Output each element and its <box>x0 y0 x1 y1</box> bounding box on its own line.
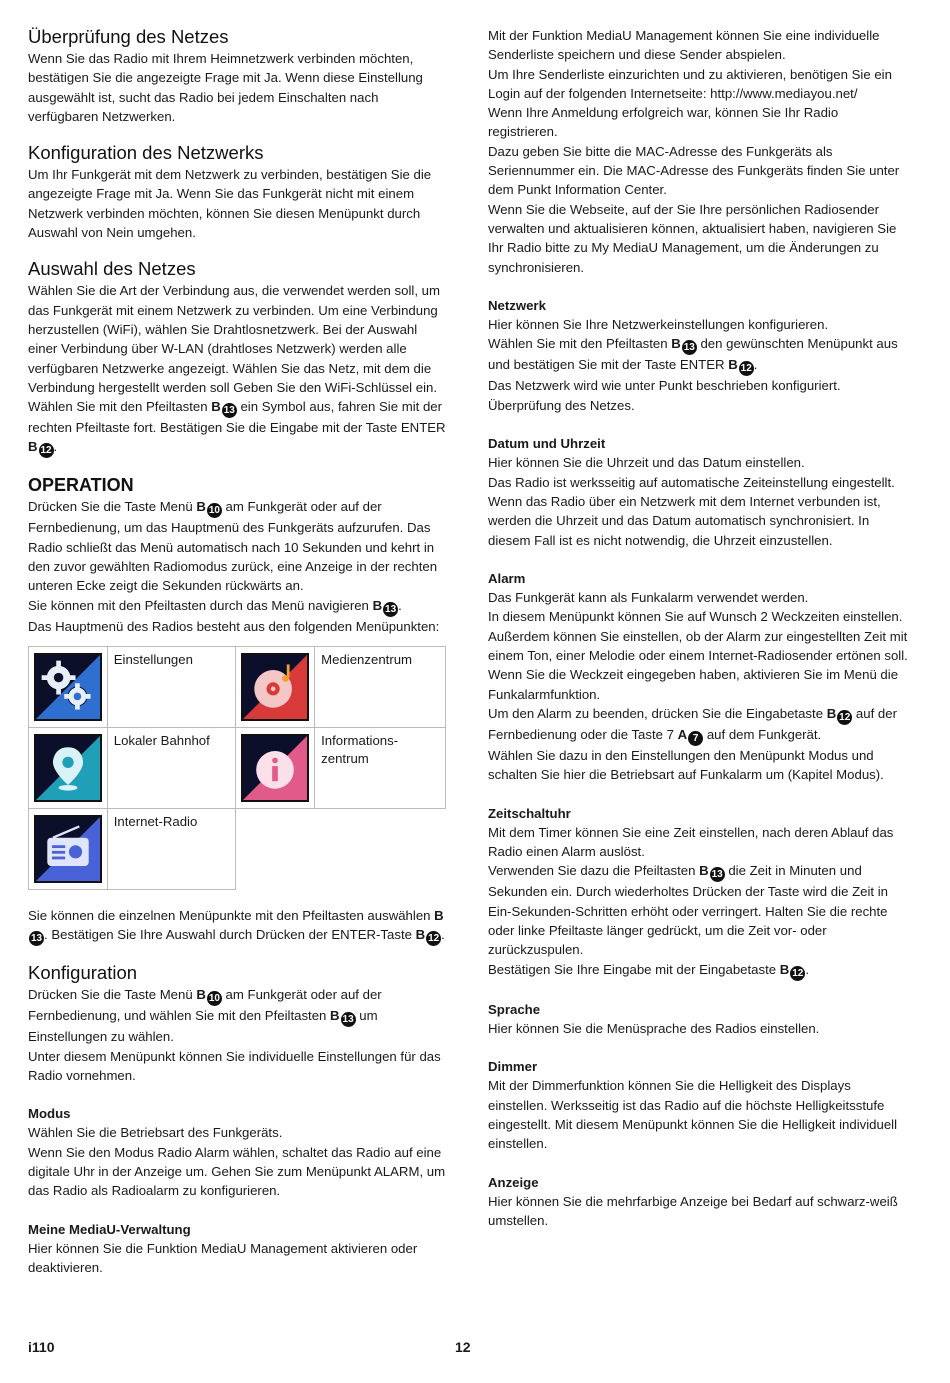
key-badge: 10 <box>208 505 220 517</box>
section-title: Konfiguration des Netzwerks <box>28 142 264 164</box>
main-menu-table <box>28 646 446 890</box>
menu-label-bahnhof: Lokaler Bahnhof <box>107 727 236 808</box>
paragraph: Um Ihre Senderliste einzurichten und zu aktivieren, benötigen Sie ein Login auf der folgenden Internetseite: http://www.mediayou.net/ <box>488 66 892 101</box>
paragraph: Wenn Sie den Modus Radio Alarm wählen, schaltet das Radio auf eine digitale Uhr in der Anzeige um. Gehen Sie zum Menüpunkt ALARM, um das Radio als Radioalarm zu konfigurieren. <box>28 1144 446 1199</box>
footer-model: i110 <box>28 1339 55 1355</box>
subsection-title: Sprache <box>488 1001 541 1017</box>
section-title: Überprüfung des Netzes <box>28 26 229 47</box>
subsection-title: Netzwerk <box>488 297 546 313</box>
subsection-title: Datum und Uhrzeit <box>488 436 606 452</box>
subsection-title: Dimmer <box>488 1059 538 1075</box>
paragraph: Sie können die einzelnen Menüpunkte mit den Pfeiltasten auswählen B13 . Bestätigen Sie Ihre Auswahl durch Drücken der ENTER-Taste B 12 . <box>28 907 445 945</box>
paragraph: Wählen Sie die Art der Verbindung aus, die verwendet werden soll, um das Funkgerät mit einem Netzwerk zu verbinden. Um eine Verbindung herzustellen (WiFi), wählen Sie Drahtlosnetzwerk. Bei der Auswahl einer Verbindung über W-LAN (drahtloses Netzwerk) werden alle verfügbaren Netzwerke angezeigt. Wählen Sie das Netz, mit dem die Verbindung hergestellt werden soll Geben Sie den WiFi-Schlüssel ein. Wählen Sie mit den Pfeiltasten B 13 ein Symbol aus, fahren Sie mit der rechten Pfeiltaste fort. Bestätigen Sie die Eingabe mit der Taste ENTER B 12 . <box>28 283 446 457</box>
key-badge: 10 <box>208 993 220 1005</box>
paragraph: Wenn Sie die Weckzeit eingegeben haben, aktivieren Sie im Menü die Funkalarmfunktion. <box>488 667 899 702</box>
paragraph: In diesem Menüpunkt können Sie auf Wunsch 2 Weckzeiten einstellen. Außerdem können Sie einstellen, ob der Alarm zur eingestellten Zeit mit einem Ton, einer Melodie oder einem Internet-Radiosender ertönen soll. <box>488 609 908 664</box>
paragraph: Dazu geben Sie bitte die MAC-Adresse des Funkgeräts als Seriennummer ein. Die MAC-Adresse des Funkgeräts finden Sie unter dem Punkt Information Center. <box>488 143 900 198</box>
paragraph: Wählen Sie die Betriebsart des Funkgeräts. <box>28 1125 283 1141</box>
paragraph: Um den Alarm zu beenden, drücken Sie die Eingabetaste B 12 auf der Fernbedienung oder die Taste 7 A 7 auf dem Funkgerät. <box>488 705 897 744</box>
music-disc-icon <box>241 653 309 721</box>
paragraph: Mit der Dimmerfunktion können Sie die Helligkeit des Displays einstellen. Werksseitig ist das Radio auf die höchste Helligkeitsstufe eingestellt. Mit diesem Menüpunkt können Sie die Helligkeit individuell einstellen. <box>488 1078 898 1152</box>
paragraph: Hier können Sie die Funktion MediaU Management aktivieren oder deaktivieren. <box>28 1240 418 1276</box>
radio-icon <box>34 815 102 883</box>
subsection-title: Anzeige <box>488 1174 539 1190</box>
paragraph: Das Radio ist werksseitig auf automatische Zeiteinstellung eingestellt. Wenn das Radio über ein Netzwerk mit dem Internet verbunden ist, werden die Uhrzeit und das Datum automatisch synchronisiert. In diesem Fall ist es nicht notwendig, die Uhrzeit einzustellen. <box>488 474 895 548</box>
paragraph: Bestätigen Sie Ihre Eingabe mit der Eingabetaste B 12 . <box>488 961 809 979</box>
paragraph: Das Funkgerät kann als Funkalarm verwendet werden. <box>488 590 809 606</box>
key-badge: 13 <box>30 933 43 945</box>
section-title-operation: OPERATION <box>28 475 134 496</box>
paragraph: Wählen Sie mit den Pfeiltasten B 13 den gewünschten Menüpunkt aus und bestätigen Sie mit der Taste ENTER B 12 . <box>488 336 898 375</box>
info-icon <box>241 734 309 802</box>
paragraph: Unter diesem Menüpunkt können Sie individuelle Einstellungen für das Radio vornehmen. <box>28 1048 441 1083</box>
paragraph: Sie können mit den Pfeiltasten durch das Menü navigieren B 13 . <box>28 597 402 615</box>
subsection-title: Meine MediaU-Verwaltung <box>28 1221 191 1237</box>
key-badge: 7 <box>688 731 703 746</box>
paragraph: Hier können Sie die Menüsprache des Radios einstellen. <box>488 1020 820 1036</box>
menu-label-medienzentrum: Medienzentrum <box>315 646 446 727</box>
key-badge: 12 <box>428 933 440 945</box>
paragraph: Wenn Ihre Anmeldung erfolgreich war, können Sie Ihr Radio registrieren. <box>488 105 839 140</box>
paragraph: Wenn Sie das Radio mit Ihrem Heimnetzwerk verbinden möchten, bestätigen Sie die angezeigte Frage mit Ja. Wenn diese Einstellung ausgewählt ist, sucht das Radio bei jedem Einschalten nach verfügbaren Netzwerken. <box>28 51 423 124</box>
menu-label-internet: Internet-Radio <box>107 808 236 889</box>
key-badge: 13 <box>342 1014 354 1026</box>
key-badge: 12 <box>40 445 52 457</box>
menu-icon-cell <box>236 646 315 727</box>
menu-label-einstellungen: Einstellungen <box>107 646 236 727</box>
page-number: 12 <box>455 1339 471 1355</box>
paragraph: Um Ihr Funkgerät mit dem Netzwerk zu verbinden, bestätigen Sie die angezeigte Frage mit Ja. Wenn Sie das Funkgerät nicht mit einem Netzwerk verbinden möchten, können Sie diesen Menüpunkt durch Auswahl von Nein umgehen. <box>28 167 432 241</box>
paragraph: Hier können Sie die Uhrzeit und das Datum einstellen. <box>488 455 805 471</box>
paragraph: Hier können Sie die mehrfarbige Anzeige bei Bedarf auf schwarz-weiß umstellen. <box>488 1193 898 1229</box>
right-column <box>488 26 908 1231</box>
key-badge: 12 <box>740 363 752 375</box>
key-badge: 13 <box>223 405 235 417</box>
paragraph: Das Netzwerk wird wie unter Punkt beschrieben konfiguriert. Überprüfung des Netzes. <box>488 378 841 413</box>
left-column <box>28 26 446 1278</box>
menu-icon-cell <box>29 808 108 889</box>
key-badge: 12 <box>839 711 851 723</box>
menu-icon-cell <box>29 727 108 808</box>
subsection-title: Zeitschaltuhr <box>488 805 571 821</box>
paragraph: Wenn Sie die Webseite, auf der Sie Ihre persönlichen Radiosender verwalten und aktualisieren können, aktualisiert haben, navigieren Sie Ihr Radio bitte zu My MediaU Management, um die Änderungen zu synchronisieren. <box>488 201 897 275</box>
paragraph: Wählen Sie dazu in den Einstellungen den Menüpunkt Modus und schalten Sie hier die Betriebsart auf Funkalarm um (Kapitel Modus). <box>488 747 884 783</box>
section-title: Auswahl des Netzes <box>28 258 196 280</box>
paragraph: Drücken Sie die Taste Menü B 10 am Funkgerät oder auf der Fernbedienung, und wählen Sie mit den Pfeiltasten B 13 um Einstellungen zu wählen. <box>28 987 382 1045</box>
subsection-title: Modus <box>28 1106 71 1122</box>
paragraph: Drücken Sie die Taste Menü B 10 am Funkgerät oder auf der Fernbedienung, um das Hauptmenü des Funkgeräts aufzurufen. Das Radio schließt das Menü automatisch nach 10 Sekunden und kehrt in den zuvor gewählten Radiomodus zurück, eine Anzeige in der rechten unteren Ecke zeigt die Sekunden rückwärts an. <box>28 499 438 594</box>
section-title: Konfiguration <box>28 962 138 984</box>
paragraph: Das Hauptmenü des Radios besteht aus den folgenden Menüpunkten: <box>28 618 440 634</box>
subsection-title: Alarm <box>488 570 526 586</box>
location-pin-icon <box>34 734 102 802</box>
key-badge: 13 <box>385 603 397 615</box>
key-badge: 12 <box>792 967 804 979</box>
paragraph: Mit dem Timer können Sie eine Zeit einstellen, nach deren Ablauf das Radio einen Alarm auslöst. <box>488 824 894 860</box>
paragraph: Mit der Funktion MediaU Management können Sie eine individuelle Senderliste speichern und diese Sender abspielen. <box>488 28 880 63</box>
key-badge: 13 <box>711 869 723 881</box>
gear-icon <box>34 653 102 721</box>
paragraph: Hier können Sie Ihre Netzwerkeinstellungen konfigurieren. <box>488 317 829 333</box>
key-badge: 13 <box>683 342 695 354</box>
menu-icon-cell <box>29 646 108 727</box>
menu-label-info: Informations-zentrum <box>315 727 446 808</box>
paragraph: Verwenden Sie dazu die Pfeiltasten B 13 die Zeit in Minuten und Sekunden ein. Durch wiederholtes Drücken der Taste wird die Zeit in Ein-Sekunden-Schritten erhöht oder verringert. Halten Sie die rechte oder linke Pfeiltaste länger gedrückt, um die Zeit vor- oder zurückzuspulen. <box>488 863 888 958</box>
menu-icon-cell <box>236 727 315 808</box>
